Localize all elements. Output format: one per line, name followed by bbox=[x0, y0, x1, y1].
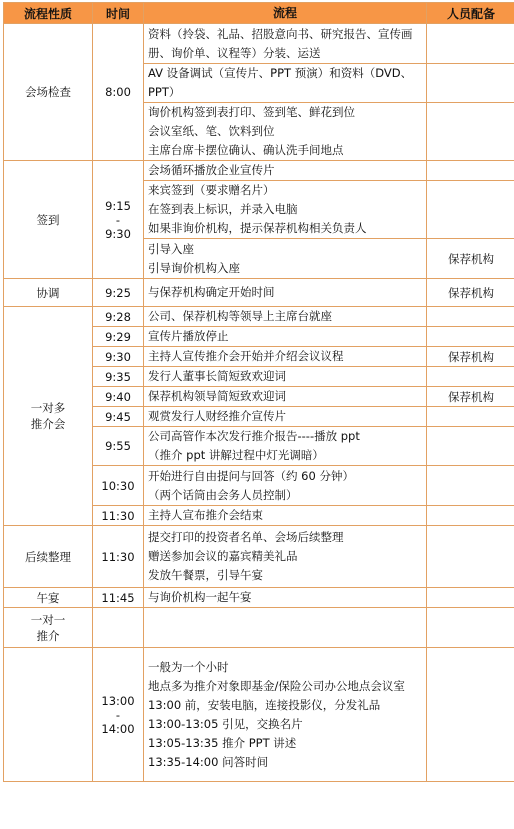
cell-flow bbox=[144, 161, 427, 181]
cell-time-text: 8:00 bbox=[105, 85, 131, 99]
cell-staff bbox=[427, 181, 514, 239]
flow-line: 发行人董事长简短致欢迎词 bbox=[148, 369, 286, 383]
process-table bbox=[3, 2, 514, 782]
cell-type-text: 午宴 bbox=[36, 590, 60, 605]
flow-line: 13:00 前，安装电脑，连接投影仪，分发礼品 bbox=[148, 697, 381, 712]
flow-line: 公司高管作本次发行推介报告----播放 ppt bbox=[148, 429, 360, 443]
cell-staff bbox=[427, 161, 514, 181]
cell-type bbox=[4, 526, 93, 588]
flow-line: 13:00-13:05 引见，交换名片 bbox=[148, 716, 303, 731]
flow-line: AV 设备调试（宣传片、PPT 预演）和资料（DVD、 bbox=[148, 66, 413, 80]
header-time: 时间 bbox=[93, 3, 144, 24]
cell-time-line: - bbox=[115, 212, 121, 227]
cell-time-text: 11:30 bbox=[101, 549, 135, 564]
table-row bbox=[4, 24, 514, 64]
flow-line: 13:35-14:00 问答时间 bbox=[148, 754, 269, 769]
header-type: 流程性质 bbox=[4, 3, 93, 24]
flow-line: 来宾签到（要求赠名片） bbox=[148, 183, 275, 197]
cell-time bbox=[93, 648, 144, 782]
table-row bbox=[4, 608, 514, 648]
cell-time bbox=[93, 588, 144, 608]
table-row bbox=[4, 307, 514, 327]
cell-time: 9:28 bbox=[93, 307, 144, 327]
table-row bbox=[4, 526, 514, 588]
cell-type bbox=[4, 24, 93, 161]
table-body bbox=[4, 24, 514, 782]
cell-staff bbox=[427, 608, 514, 648]
flow-line: 册、询价单、议程等）分装、运送 bbox=[148, 45, 321, 60]
table-row bbox=[4, 161, 514, 181]
flow-line: 与询价机构一起午宴 bbox=[148, 590, 252, 604]
cell-staff bbox=[427, 367, 514, 387]
cell-time-line: - bbox=[115, 707, 121, 722]
flow-line: 宣传片播放停止 bbox=[148, 329, 229, 343]
cell-flow bbox=[144, 466, 427, 506]
flow-line: 观赏发行人财经推介宣传片 bbox=[148, 409, 286, 423]
cell-staff bbox=[427, 327, 514, 347]
cell-flow bbox=[144, 367, 427, 387]
cell-time: 9:29 bbox=[93, 327, 144, 347]
cell-flow bbox=[144, 526, 427, 588]
cell-type-text: 会场检查 bbox=[25, 85, 71, 99]
cell-type bbox=[4, 608, 93, 648]
flow-line: 资料（拎袋、礼品、招股意向书、研究报告、宣传画 bbox=[148, 26, 413, 41]
flow-line: 引导询价机构入座 bbox=[148, 260, 240, 275]
cell-flow bbox=[144, 347, 427, 367]
cell-time: 11:30 bbox=[93, 506, 144, 526]
cell-staff bbox=[427, 466, 514, 506]
flow-line: 会场循环播放企业宣传片 bbox=[148, 163, 275, 177]
cell-flow bbox=[144, 103, 427, 161]
cell-type-line: 推介会 bbox=[30, 417, 66, 431]
cell-type-text: 后续整理 bbox=[25, 549, 71, 564]
cell-staff bbox=[427, 24, 514, 64]
flow-line: PPT） bbox=[148, 85, 181, 99]
cell-flow bbox=[144, 387, 427, 407]
flow-line: 保荐机构领导简短致欢迎词 bbox=[148, 389, 286, 403]
header-staff: 人员配备 bbox=[427, 3, 514, 24]
cell-flow bbox=[144, 307, 427, 327]
flow-line: 引导入座 bbox=[148, 241, 194, 256]
cell-staff bbox=[427, 103, 514, 161]
table-row bbox=[4, 648, 514, 782]
cell-flow bbox=[144, 24, 427, 64]
flow-line: 询价机构签到表打印、签到笔、鲜花到位 bbox=[148, 105, 355, 119]
table-row bbox=[4, 279, 514, 307]
cell-staff: 保荐机构 bbox=[427, 279, 514, 307]
cell-time: 9:40 bbox=[93, 387, 144, 407]
flow-line: 与保荐机构确定开始时间 bbox=[148, 285, 275, 299]
cell-time: 10:30 bbox=[93, 466, 144, 506]
cell-staff: 保荐机构 bbox=[427, 239, 514, 279]
cell-time bbox=[93, 608, 144, 648]
cell-staff bbox=[427, 506, 514, 526]
flow-line: 赠送参加会议的嘉宾精美礼品 bbox=[148, 549, 298, 563]
cell-time bbox=[93, 279, 144, 307]
cell-flow bbox=[144, 327, 427, 347]
cell-time: 9:35 bbox=[93, 367, 144, 387]
cell-staff bbox=[427, 427, 514, 466]
flow-line: 会议室纸、笔、饮料到位 bbox=[148, 124, 275, 138]
cell-time bbox=[93, 24, 144, 161]
cell-staff bbox=[427, 307, 514, 327]
cell-time-line: 9:15 bbox=[105, 198, 131, 213]
cell-type-line: 一对一 bbox=[30, 612, 66, 627]
cell-time-line: 9:30 bbox=[105, 226, 131, 241]
flow-line: （推介 ppt 讲解过程中灯光调暗） bbox=[148, 448, 324, 462]
flow-line: 提交打印的投资者名单、会场后续整理 bbox=[148, 530, 344, 544]
cell-type bbox=[4, 279, 93, 307]
header-row bbox=[4, 3, 514, 24]
cell-staff bbox=[427, 526, 514, 588]
cell-time-line: 13:00 bbox=[101, 693, 135, 708]
cell-staff: 保荐机构 bbox=[427, 387, 514, 407]
cell-flow bbox=[144, 279, 427, 307]
cell-type bbox=[4, 161, 93, 279]
cell-staff: 保荐机构 bbox=[427, 347, 514, 367]
flow-line: 一般为一个小时 bbox=[148, 659, 229, 674]
cell-type bbox=[4, 307, 93, 526]
cell-type-line: 一对多 bbox=[30, 401, 66, 415]
cell-time: 9:55 bbox=[93, 427, 144, 466]
cell-type bbox=[4, 648, 93, 782]
cell-flow bbox=[144, 407, 427, 427]
cell-time bbox=[93, 526, 144, 588]
flow-line: 主持人宣传推介会开始并介绍会议议程 bbox=[148, 349, 344, 363]
cell-type-text: 协调 bbox=[36, 285, 60, 300]
cell-time: 9:30 bbox=[93, 347, 144, 367]
flow-line: 主席台席卡摆位确认、确认洗手间地点 bbox=[148, 143, 344, 157]
flow-line: 主持人宣布推介会结束 bbox=[148, 508, 263, 522]
cell-flow bbox=[144, 588, 427, 608]
flow-line: 发放午餐票，引导午宴 bbox=[148, 568, 263, 582]
cell-time: 9:45 bbox=[93, 407, 144, 427]
header-flow: 流程 bbox=[144, 3, 427, 24]
cell-type-text: 签到 bbox=[36, 212, 60, 227]
flow-line: 开始进行自由提问与回答（约 60 分钟） bbox=[148, 468, 354, 483]
cell-time bbox=[93, 161, 144, 279]
cell-flow bbox=[144, 64, 427, 103]
cell-staff bbox=[427, 588, 514, 608]
flow-line: 在签到表上标识，并录入电脑 bbox=[148, 202, 298, 216]
flow-line: 如果非询价机构，提示保荐机构相关负责人 bbox=[148, 221, 367, 235]
cell-type-line: 推介 bbox=[36, 628, 60, 643]
flow-line: 13:05-13:35 推介 PPT 讲述 bbox=[148, 735, 297, 750]
cell-flow bbox=[144, 608, 427, 648]
cell-flow bbox=[144, 239, 427, 279]
table-row bbox=[4, 588, 514, 608]
cell-flow bbox=[144, 427, 427, 466]
flow-line: 地点多为推介对象即基金/保险公司办公地点会议室 bbox=[148, 678, 405, 693]
cell-time-text: 9:25 bbox=[105, 285, 131, 300]
cell-type bbox=[4, 588, 93, 608]
cell-flow bbox=[144, 648, 427, 782]
cell-staff bbox=[427, 64, 514, 103]
flow-line: （两个话筒由会务人员控制） bbox=[148, 487, 298, 502]
cell-time-line: 14:00 bbox=[101, 721, 135, 736]
cell-flow bbox=[144, 506, 427, 526]
cell-flow bbox=[144, 181, 427, 239]
flow-line: 公司、保荐机构等领导上主席台就座 bbox=[148, 309, 332, 323]
cell-staff bbox=[427, 648, 514, 782]
cell-time-text: 11:45 bbox=[101, 590, 135, 605]
cell-staff bbox=[427, 407, 514, 427]
